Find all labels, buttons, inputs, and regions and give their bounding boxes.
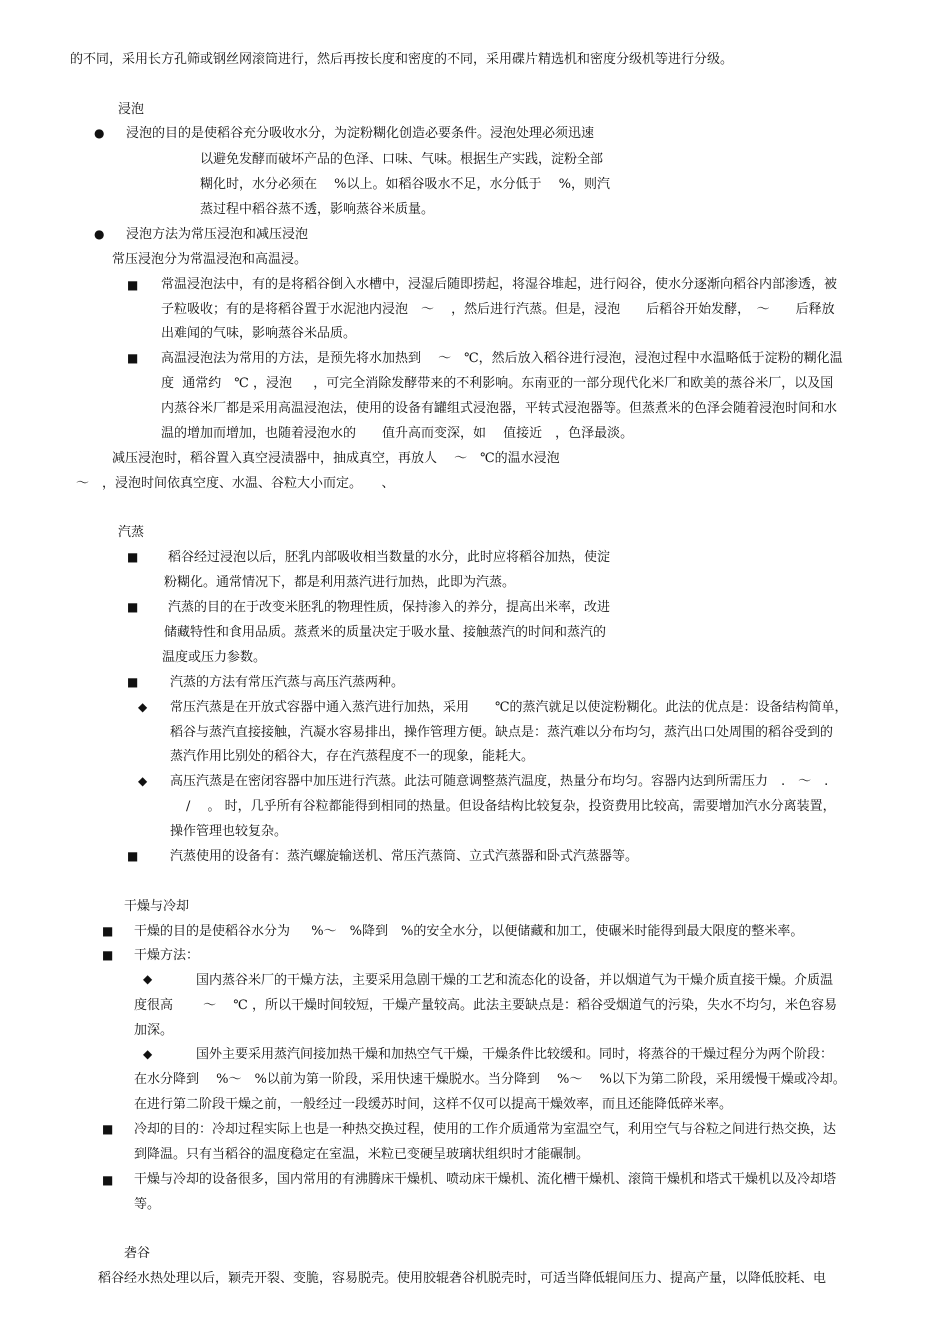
text-line: 干燥的目的是使稻谷水分为 %～ %降到 %的安全水分，以便储藏和加工，使碾米时能得到最大限度的整米率。 bbox=[134, 924, 804, 939]
section-heading: 干燥与冷却 bbox=[124, 899, 190, 914]
bullet-square-icon: ■ bbox=[127, 351, 139, 365]
text-line: 稻谷经过浸泡以后，胚乳内部吸收相当数量的水分，此时应将稻谷加热，使淀 bbox=[168, 550, 611, 565]
text-line: 温度或压力参数。 bbox=[162, 650, 267, 665]
bullet-dot-icon: ● bbox=[94, 227, 105, 241]
section-heading: 砻谷 bbox=[124, 1246, 151, 1261]
text-line: 以避免发酵而破坏产品的色泽、口味、气味。根据生产实践，淀粉全部 bbox=[200, 152, 604, 167]
bullet-square-icon: ■ bbox=[127, 849, 139, 863]
text-line: / 。 时，几乎所有谷粒都能得到相同的热量。但设备结构比较复杂，投资费用比较高，需要增加汽水分离装置， bbox=[186, 799, 836, 814]
text-line: 子粒吸收；有的是将稻谷置于水泥池内浸泡 ～ ，然后进行汽蒸。但是，浸泡 后稻谷开始发酵， ～ 后释放 bbox=[161, 302, 835, 317]
text-line: 干燥与冷却的设备很多，国内常用的有沸腾床干燥机、喷动床干燥机、流化槽干燥机、滚筒干燥机和塔式干燥机以及冷却塔 bbox=[134, 1172, 837, 1187]
text-line: 减压浸泡时，稻谷置入真空浸渍器中，抽成真空，再放人 ～ ℃的温水浸泡 bbox=[112, 451, 560, 466]
bullet-diamond-icon: ◆ bbox=[143, 972, 153, 986]
bullet-square-icon: ■ bbox=[127, 278, 139, 292]
text-line: 冷却的目的：冷却过程实际上也是一种热交换过程，使用的工作介质通常为室温空气，利用空气与谷粒之间进行热交换，达 bbox=[134, 1122, 837, 1137]
text-line: 的不同，采用长方孔筛或钢丝网滚筒进行，然后再按长度和密度的不同，采用碟片精选机和密度分级机等进行分级。 bbox=[70, 52, 734, 67]
text-line: 常压汽蒸是在开放式容器中通入蒸汽进行加热，采用 ℃的蒸汽就足以使淀粉糊化。此法的优点是：设备结构简单， bbox=[170, 700, 848, 715]
bullet-square-icon: ■ bbox=[127, 675, 139, 689]
text-line: 国内蒸谷米厂的干燥方法，主要采用急剧干燥的工艺和流态化的设备，并以烟道气为干燥介质直接干燥。介质温 bbox=[196, 973, 834, 988]
bullet-square-icon: ■ bbox=[102, 1173, 114, 1187]
text-line: 度 通常约 ℃ ，浸泡 ，可完全消除发酵带来的不利影响。东南亚的一部分现代化米厂和欧美的蒸谷米厂，以及国 bbox=[161, 376, 834, 391]
text-line: 在进行第二阶段干燥之前，一般经过一段缓苏时间，这样不仅可以提高干燥效率，而且还能降低碎米率。 bbox=[134, 1097, 733, 1112]
text-line: 浸泡方法为常压浸泡和减压浸泡 bbox=[126, 227, 309, 242]
text-line: 内蒸谷米厂都是采用高温浸泡法，使用的设备有罐组式浸泡器，平转式浸泡器等。但蒸煮米的色泽会随着浸泡时间和水 bbox=[161, 401, 838, 416]
bullet-diamond-icon: ◆ bbox=[138, 700, 148, 714]
text-line: 操作管理也较复杂。 bbox=[170, 824, 288, 839]
bullet-square-icon: ■ bbox=[102, 1122, 114, 1136]
text-line: 温的增加而增加，也随着浸泡水的 值升高而变深，如 值接近 ，色泽最淡。 bbox=[161, 426, 634, 441]
text-line: 国外主要采用蒸汽间接加热干燥和加热空气干燥，干燥条件比较缓和。同时，将蒸谷的干燥过程分为两个阶段： bbox=[196, 1047, 834, 1062]
text-line: 汽蒸的目的在于改变米胚乳的物理性质，保持渗入的养分，提高出米率，改进 bbox=[168, 600, 611, 615]
bullet-dot-icon: ● bbox=[94, 126, 105, 140]
text-line: 到降温。只有当稻谷的温度稳定在室温，米粒已变硬呈玻璃状组织时才能碾制。 bbox=[134, 1147, 590, 1162]
bullet-square-icon: ■ bbox=[102, 924, 114, 938]
text-line: 出难闻的气味，影响蒸谷米品质。 bbox=[161, 326, 357, 341]
text-line: 加深。 bbox=[134, 1023, 174, 1038]
text-line: 干燥方法： bbox=[134, 948, 200, 963]
text-line: 粉糊化。通常情况下，都是利用蒸汽进行加热，此即为汽蒸。 bbox=[164, 575, 516, 590]
text-line: 储藏特性和食用品质。蒸煮米的质量决定于吸水量、接触蒸汽的时间和蒸汽的 bbox=[164, 625, 607, 640]
bullet-square-icon: ■ bbox=[127, 600, 139, 614]
bullet-diamond-icon: ◆ bbox=[138, 774, 148, 788]
text-line: 稻谷经水热处理以后，颖壳开裂、变脆，容易脱壳。使用胶辊砻谷机脱壳时，可适当降低辊间压力、提高产量，以降低胶耗、电 bbox=[98, 1271, 827, 1286]
bullet-square-icon: ■ bbox=[102, 948, 114, 962]
bullet-diamond-icon: ◆ bbox=[143, 1047, 153, 1061]
text-line: 蒸汽作用比别处的稻谷大，存在汽蒸程度不一的现象，能耗大。 bbox=[170, 749, 535, 764]
text-line: 浸泡的目的是使稻谷充分吸收水分，为淀粉糊化创造必要条件。浸泡处理必须迅速 bbox=[126, 126, 595, 141]
section-heading: 浸泡 bbox=[118, 102, 145, 117]
text-line: 稻谷与蒸汽直接接触，汽凝水容易排出，操作管理方便。缺点是：蒸汽难以分布均匀，蒸汽出口处周围的稻谷受到的 bbox=[170, 725, 834, 740]
bullet-square-icon: ■ bbox=[127, 550, 139, 564]
text-line: 高压汽蒸是在密闭容器中加压进行汽蒸。此法可随意调整蒸汽温度，热量分布均匀。容器内达到所需压力 . ～ . bbox=[170, 774, 829, 789]
text-line: 糊化时，水分必须在 %以上。如稻谷吸水不足，水分低于 %，则汽 bbox=[200, 177, 610, 192]
section-heading: 汽蒸 bbox=[118, 525, 145, 540]
text-line: 高温浸泡法为常用的方法，是预先将水加热到 ～ ℃，然后放入稻谷进行浸泡，浸泡过程中水温略低于淀粉的糊化温 bbox=[161, 351, 843, 366]
text-line: 度很高 ～ ℃ ，所以干燥时间较短，干燥产量较高。此法主要缺点是：稻谷受烟道气的污染，失水不均匀，米色容易 bbox=[134, 998, 837, 1013]
text-line: 汽蒸使用的设备有：蒸汽螺旋输送机、常压汽蒸筒、立式汽蒸器和卧式汽蒸器等。 bbox=[170, 849, 639, 864]
text-line: ～ ，浸泡时间依真空度、水温、谷粒大小而定。 、 bbox=[76, 476, 395, 491]
text-line: 常温浸泡法中，有的是将稻谷倒入水槽中，浸湿后随即捞起，将湿谷堆起，进行闷谷，使水分逐渐向稻谷内部渗透，被 bbox=[161, 277, 838, 292]
text-line: 在水分降到 %～ %以前为第一阶段，采用快速干燥脱水。当分降到 %～ %以下为第二阶段，采用缓慢干燥或冷却。 bbox=[134, 1072, 846, 1087]
text-line: 蒸过程中稻谷蒸不透，影响蒸谷米质量。 bbox=[200, 202, 435, 217]
text-line: 等。 bbox=[134, 1197, 161, 1212]
text-line: 常压浸泡分为常温浸泡和高温浸。 bbox=[112, 252, 308, 267]
text-line: 汽蒸的方法有常压汽蒸与高压汽蒸两种。 bbox=[170, 675, 405, 690]
